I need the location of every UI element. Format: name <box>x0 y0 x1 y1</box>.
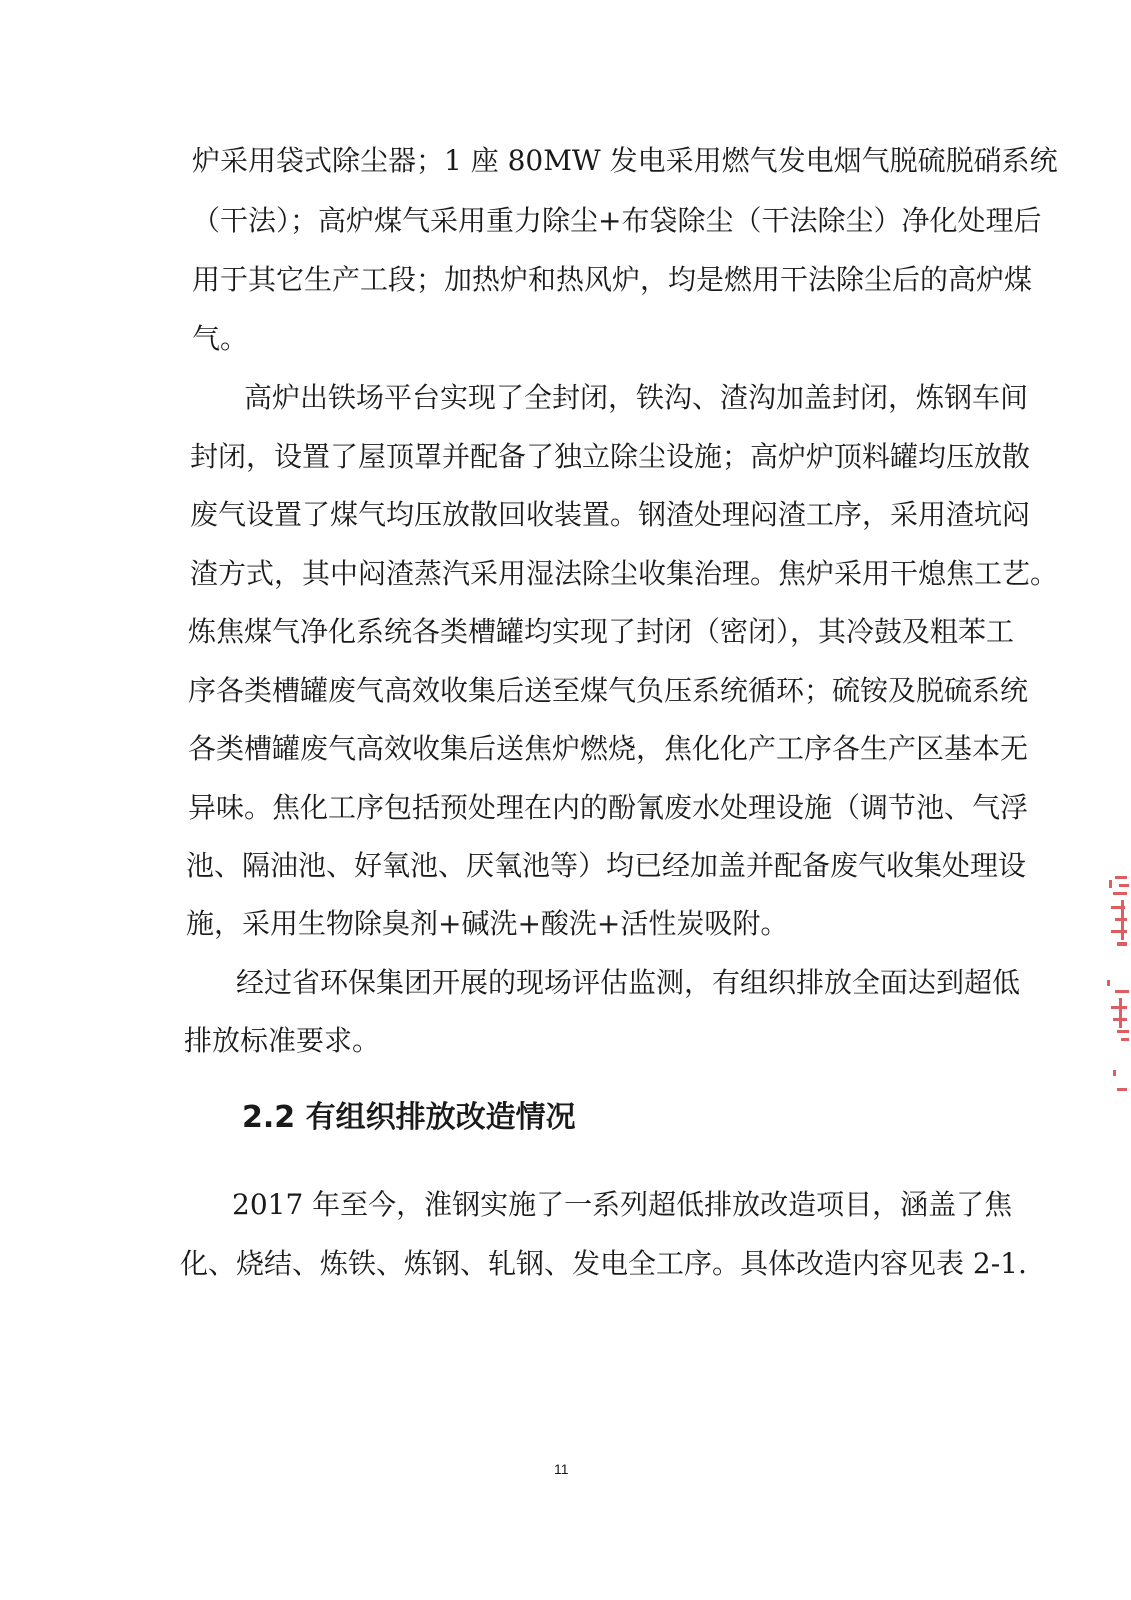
text-line: 序各类槽罐废气高效收集后送至煤气负压系统循环；硫铵及脱硫系统 <box>188 674 1029 707</box>
text-line: 各类槽罐废气高效收集后送焦炉燃烧，焦化化产工序各生产区基本无 <box>188 732 1029 765</box>
seal-stamp-fragment-icon <box>1101 870 1131 1110</box>
text-line: 2017 年至今，淮钢实施了一系列超低排放改造项目，涵盖了焦 <box>232 1188 1013 1221</box>
text-line: 渣方式，其中闷渣蒸汽采用湿法除尘收集治理。焦炉采用干熄焦工艺。 <box>190 557 1059 590</box>
text-line: 施，采用生物除臭剂+碱洗+酸洗+活性炭吸附。 <box>186 907 789 940</box>
text-line: 池、隔油池、好氧池、厌氧池等）均已经加盖并配备废气收集处理设 <box>186 849 1027 882</box>
text-line: 用于其它生产工段；加热炉和热风炉，均是燃用干法除尘后的高炉煤 <box>192 263 1033 296</box>
text-line: 炼焦煤气净化系统各类槽罐均实现了封闭（密闭），其冷鼓及粗苯工 <box>188 615 1015 648</box>
page-number: 11 <box>554 1461 569 1477</box>
text-line: 废气设置了煤气均压放散回收装置。钢渣处理闷渣工序，采用渣坑闷 <box>190 498 1031 531</box>
text-line: 封闭，设置了屋顶罩并配备了独立除尘设施；高炉炉顶料罐均压放散 <box>190 440 1031 473</box>
text-line: 炉采用袋式除尘器；1 座 80MW 发电采用燃气发电烟气脱硫脱硝系统 <box>192 144 1058 177</box>
text-line: 排放标准要求。 <box>184 1024 381 1057</box>
text-line: 气。 <box>192 322 249 355</box>
section-heading: 2.2 有组织排放改造情况 <box>242 1100 576 1135</box>
text-line: 化、烧结、炼铁、炼钢、轧钢、发电全工序。具体改造内容见表 2-1. <box>180 1247 1027 1280</box>
text-line: （干法）；高炉煤气采用重力除尘+布袋除尘（干法除尘）净化处理后 <box>192 204 1042 237</box>
text-line: 经过省环保集团开展的现场评估监测，有组织排放全面达到超低 <box>236 966 1021 999</box>
text-line: 异味。焦化工序包括预处理在内的酚氰废水处理设施（调节池、气浮 <box>188 791 1029 824</box>
text-line: 高炉出铁场平台实现了全封闭，铁沟、渣沟加盖封闭，炼钢车间 <box>244 381 1029 414</box>
